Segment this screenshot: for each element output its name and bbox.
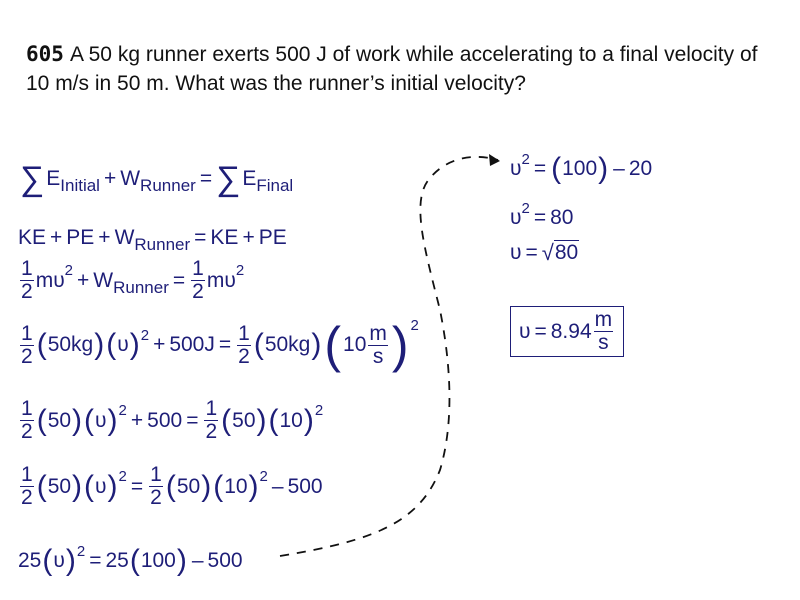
problem-number: 605 (26, 42, 64, 66)
equation-substituted-units: $\frac{1}{2}$ ( 50kg ) ( υ ) 2 + 500J = $\frac{1}{2}$ ( 50kg ) ( 10 $\frac{m}{s}$ ) 2 (21, 316, 419, 373)
equation-rearranged: $\frac{1}{2}$ ( 50 ) ( υ ) 2 = $\frac{1}{2}$ ( 50 ) ( 10 ) 2 – 500 (21, 463, 323, 509)
fraction-half: $\frac{1}{2}$ (21, 257, 33, 303)
problem-text: A 50 kg runner exerts 500 J of work while accelerating to a final velocity of 10 m/s in 50 m. What was the runner’s initial velocity? (26, 43, 758, 95)
fraction-m-per-s: $\frac{m}{s}$ (594, 308, 613, 354)
sigma-symbol: ∑ (216, 160, 241, 198)
equation-kinetic-form: $\frac{1}{2}$ m υ 2 + W Runner = $\frac{1}{2}$ m υ 2 (21, 257, 245, 303)
fraction-half: $\frac{1}{2}$ (21, 463, 33, 509)
fraction-half: $\frac{1}{2}$ (150, 463, 162, 509)
equation-energy-sum: ∑ E Initial + W Runner = ∑ E Final (20, 160, 294, 198)
answer-value: 8.94 (550, 319, 592, 343)
sigma-symbol: ∑ (20, 160, 45, 198)
equation-v-squared-80: υ 2 = 80 (510, 199, 574, 229)
equation-v-squared-step: υ 2 = ( 100 ) – 20 (510, 150, 653, 185)
equation-v-sqrt: υ = √ 80 (510, 240, 579, 265)
square-root: √ 80 (541, 240, 579, 265)
equation-simplified: 25 ( υ ) 2 = 25 ( 100 ) – 500 (18, 542, 243, 577)
equation-numeric: $\frac{1}{2}$ ( 50 ) ( υ ) 2 + 500 = $\frac{1}{2}$ ( 50 ) ( 10 ) 2 (21, 397, 324, 443)
fraction-half: $\frac{1}{2}$ (21, 397, 33, 443)
fraction-half: $\frac{1}{2}$ (238, 321, 250, 368)
arrowhead-icon (489, 154, 500, 166)
fraction-m-per-s: $\frac{m}{s}$ (369, 321, 387, 368)
fraction-half: $\frac{1}{2}$ (192, 257, 204, 303)
fraction-half: $\frac{1}{2}$ (205, 397, 218, 443)
answer-box: υ = 8.94 $\frac{m}{s}$ (510, 306, 624, 357)
equation-ke-pe: KE + PE + W Runner = KE + PE (18, 226, 287, 254)
problem-statement (26, 40, 776, 98)
fraction-half: $\frac{1}{2}$ (21, 321, 33, 368)
